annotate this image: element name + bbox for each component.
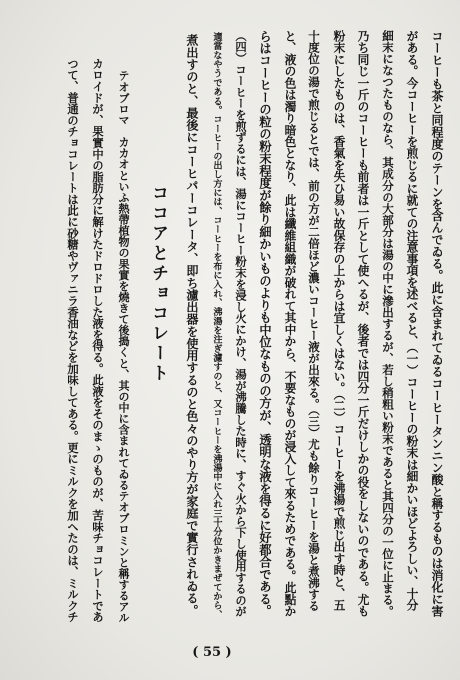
text-column: 細末になつたものなら、其成分の大部分は湯の中に滲出するが、若し稍粗い粉末であると其四分の一位に止まる。 [381,30,395,618]
text-column: 煮出すのと、最後にコーヒパーコレータ、即ち濾出器を使用するのと色々のやり方が家庭で實行されゐる。 [185,34,199,617]
text-column: （四）コーヒーを煎ずるには、湯にコーヒー粉末を浸し火にかけ、湯が沸騰した時に、すぐ火から下し使用するのが [234,30,248,618]
text-column: 粉末にしたものは、香氣を失ひ易い故保存の上からは宜しくはない。（二）コーヒーを沸湯で煎じ出す時と、五 [332,30,346,612]
text-column: 適當なやうである。コーヒーの出し方には、コーヒーを布に入れ、沸湯を注ぎ濾すのと、又コーヒーを沸湯中に入れ三十分位かきまぜてから、 [211,32,222,619]
page-number: ( 55 ) [192,645,232,660]
text-column: つて、普通のチョコレートは此に砂糖やヴァニラ香油などを加味してある。更にミルクを加へたのは、ミルクチ [66,58,80,623]
text-column: コーヒーも茶と同程度のテーンを含んでゐる。此に含まれてゐるコーヒータンニン酸と稱するものは消化に害 [430,30,444,618]
text-column: 十度位の湯で煎じるとでは、前の方が二倍ほど濃いコーヒー液が出來る。（三）尤も餘りコーヒーを湯と煮沸する [307,30,321,612]
text-column: がある。今コーヒーを煎じるに就ての注意事項を述べると、（一）コーヒーの粉末は細かいほどよろしい、十分 [405,30,419,612]
text-column: テオブロマ カカオといふ熱帶植物の果實を燒きて後搗くと、其の中に含まれてゐるテオブロミンと稱するアル [117,70,130,623]
text-column: と、液の色は濁り暗色となり、此は纖維組織が破れて其中から、不要なものが浸入して來るためである。此點か [283,30,297,617]
text-column: らはコーヒーの粒の粉末程度が餘り細かいものよりも中位なものの方が、透明な液を得るに好都合である。 [258,30,272,618]
section-heading: ココアとチョコレート [148,184,168,384]
text-column: カロイドが、果實中の脂肪分に解けたドロドロした液を得る。此液をそのまゝのものが、苦味チョコレートであ [91,58,105,623]
text-column: 乃ち同じ一斤のコーヒーも前者は一斤として使へるが、後者では四分一斤だけしかの役をしないのである。尤も [356,30,370,617]
